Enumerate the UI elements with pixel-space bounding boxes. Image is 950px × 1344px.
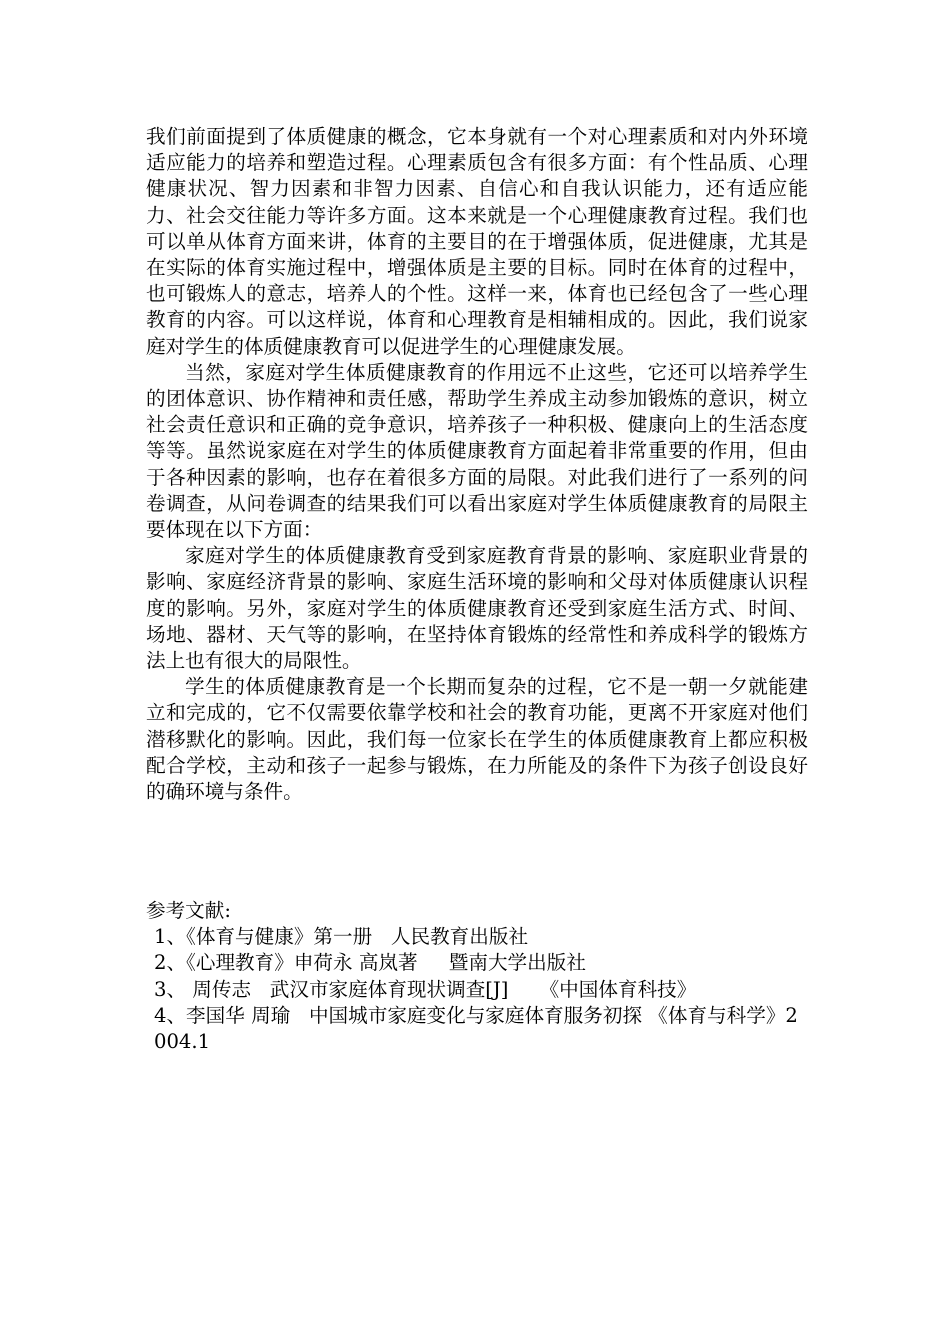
reference-item-3: 3、 周传志 武汉市家庭体育现状调查[J] 《中国体育科技》 [154, 977, 697, 1001]
article-body [146, 124, 808, 805]
references-heading: 参考文献: [146, 899, 231, 922]
paragraph-4: 学生的体质健康教育是一个长期而复杂的过程，它不是一朝一夕就能建立和完成的，它不仅需要依靠学校和社会的教育功能，更离不开家庭对他们潜移默化的影响。因此，我们每一位家长在学生的体质健康教育上都应积极配合学校，主动和孩子一起参与锻炼，在力所能及的条件下为孩子创设良好的确环境与条件。 [146, 675, 808, 804]
reference-item-2: 2、《心理教育》申荷永 高岚著 暨南大学出版社 [154, 951, 586, 975]
paragraph-2: 当然，家庭对学生体质健康教育的作用远不止这些，它还可以培养学生的团体意识、协作精神和责任感，帮助学生养成主动参加锻炼的意识，树立社会责任意识和正确的竞争意识，培养孩子一种积极、健康向上的生活态度等等。虽然说家庭在对学生的体质健康教育方面起着非常重要的作用，但由于各种因素的影响，也存在着很多方面的局限。对此我们进行了一系列的问卷调查，从问卷调查的结果我们可以看出家庭对学生体质健康教育的局限主要体现在以下方面： [146, 360, 808, 542]
paragraph-3: 家庭对学生的体质健康教育受到家庭教育背景的影响、家庭职业背景的影响、家庭经济背景的影响、家庭生活环境的影响和父母对体质健康认识程度的影响。另外，家庭对学生的体质健康教育还受到家庭生活方式、时间、场地、器材、天气等的影响，在坚持体育锻炼的经常性和养成科学的锻炼方法上也有很大的局限性。 [146, 544, 808, 673]
reference-item-1: 1、《体育与健康》第一册 人民教育出版社 [154, 925, 529, 949]
reference-item-4: 4、李国华 周瑜 中国城市家庭变化与家庭体育服务初探 《体育与科学》2004.1 [154, 1003, 798, 1054]
paragraph-1: 我们前面提到了体质健康的概念，它本身就有一个对心理素质和对内外环境适应能力的培养和塑造过程。心理素质包含有很多方面：有个性品质、心理健康状况、智力因素和非智力因素、自信心和自我认识能力，还有适应能力、社会交往能力等许多方面。这本来就是一个心理健康教育过程。我们也可以单从体育方面来讲，体育的主要目的在于增强体质，促进健康，尤其是在实际的体育实施过程中，增强体质是主要的目标。同时在体育的过程中，也可锻炼人的意志，培养人的个性。这样一来，体育也已经包含了一些心理教育的内容。可以这样说，体育和心理教育是相辅相成的。因此，我们说家庭对学生的体质健康教育可以促进学生的心理健康发展。 [146, 125, 808, 358]
references-section [146, 898, 808, 1055]
